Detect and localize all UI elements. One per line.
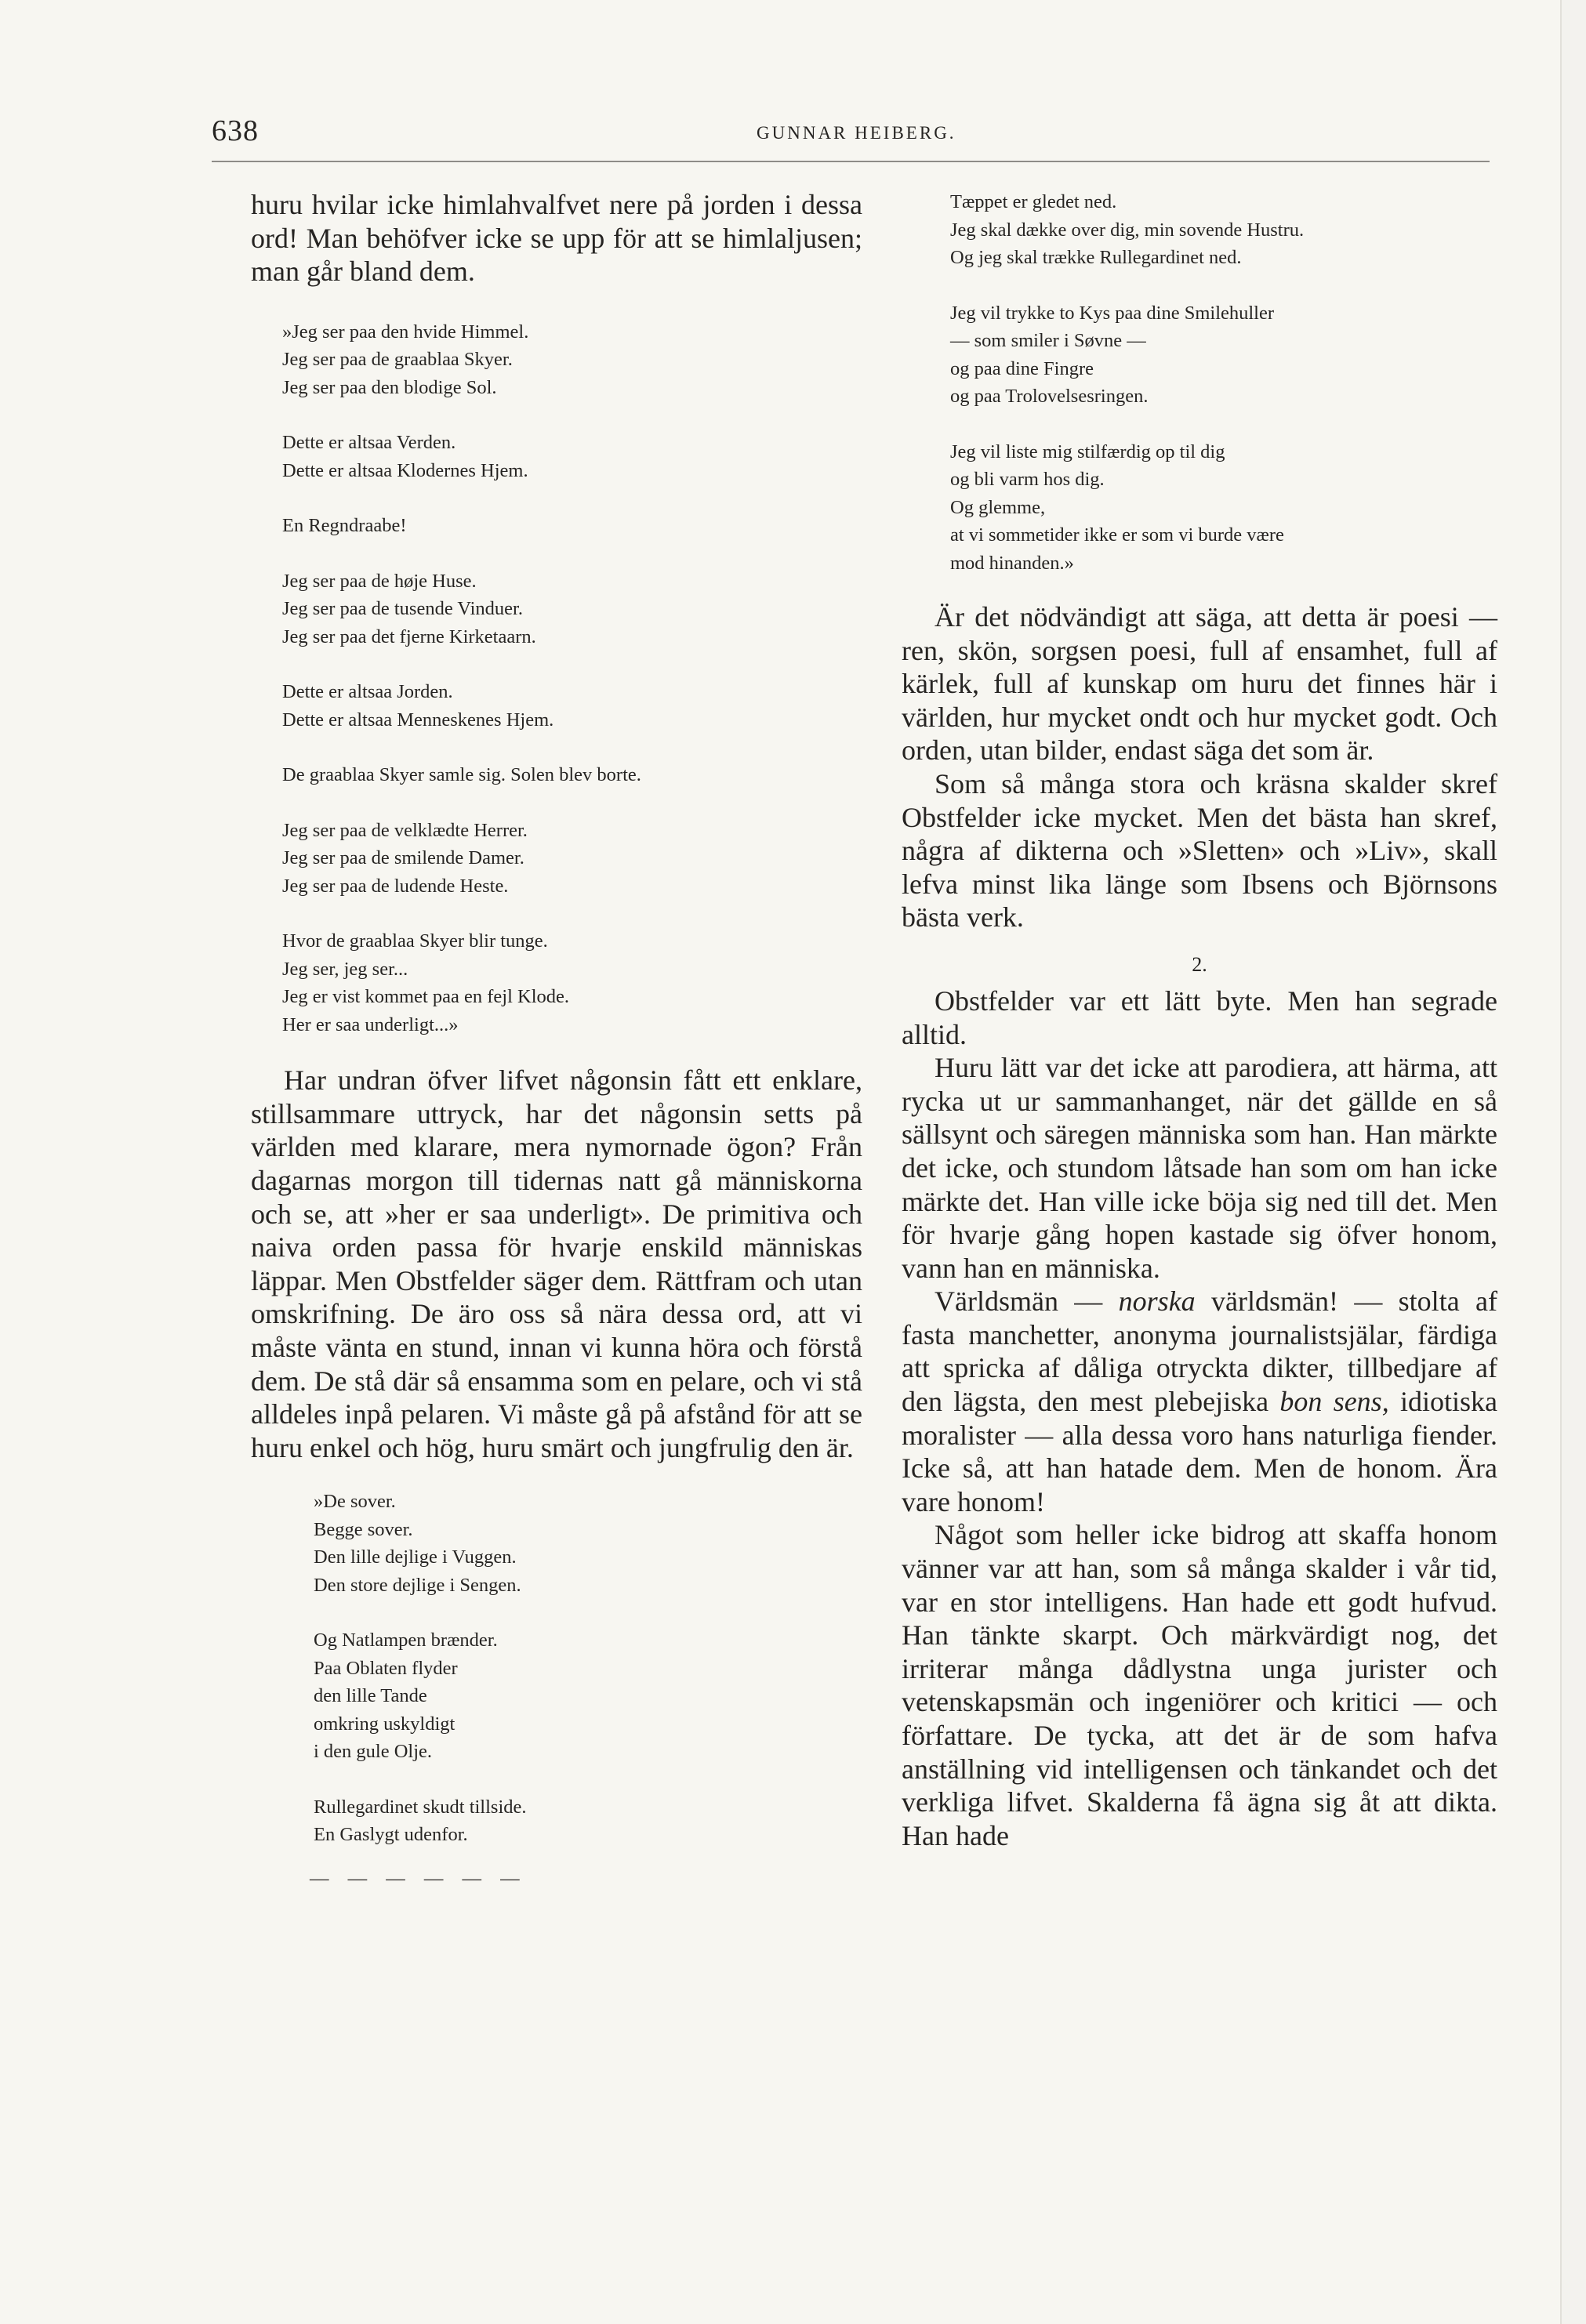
paragraph-text: Huru lätt var det icke att parodiera, att härma, att rycka ut ur sammanhanget, när det gällde en så sällsynt och säregen människa som han. Han märkte det icke, och stundom låtsade han som om han icke märkte det. Han ville icke böja sig ned till det. Men för hvarje gång hopen kastade sig öfver honom, vann han en människa. <box>902 1052 1497 1284</box>
verse-line: Jeg ser paa det fjerne Kirketaarn. <box>282 625 536 647</box>
right-prose <box>902 600 1497 934</box>
stanza-break <box>282 789 862 817</box>
paragraph-text: Har undran öfver lifvet någonsin fått ett enklare, stillsammare uttryck, har det någonsin setts på världen med klarare, mera nymornade ögon? Från dagarnas morgon till tidernas natt gå människorna och se, att »her er saa underligt». De primitiva och naiva orden passa för hvarje enskild människas läppar. Men Obstfelder säger dem. Rättfram och utan omskrifning. De äro oss så nära dessa ord, att vi måste vänta en stund, innan vi kunna höra och förstå dem. De stå där så ensamma som en pelare, och vi stå alldeles inpå pelaren. Vi måste gå på afstånd för att se huru enkel och hög, huru smärt och jungfrulig den är. <box>251 1064 862 1463</box>
verse-line: Dette er altsaa Klodernes Hjem. <box>282 459 528 481</box>
left-paragraph-1 <box>251 188 862 288</box>
verse-line: — som smiler i Søvne — <box>950 330 1146 351</box>
verse-line: Paa Oblaten flyder <box>314 1657 458 1679</box>
verse-line: mod hinanden.» <box>950 552 1074 574</box>
verse-line: og paa Trolovelsesringen. <box>950 386 1149 407</box>
verse-line: Dette er altsaa Verden. <box>282 432 456 454</box>
emphasis-bon-sens: bon sens, <box>1279 1386 1389 1418</box>
verse-line: Jeg er vist kommet paa en fejl Klode. <box>282 986 570 1008</box>
right-column <box>902 188 1497 1852</box>
verse-line: Jeg ser, jeg ser... <box>282 958 408 980</box>
paragraph-text: Som så många stora och kräsna skalder skref Obstfelder icke mycket. Men det bästa han skref, några af dikterna och »Sletten» och »Liv», skall lefva minst lika länge som Ibsens och Björnsons bästa verk. <box>902 767 1497 934</box>
page-header <box>212 114 1490 162</box>
verse-line: Jeg ser paa de ludende Heste. <box>282 875 509 897</box>
paragraph-text: huru hvilar icke himlahvalfvet nere på jorden i dessa ord! Man behöfver icke se upp för att se himlaljusen; man går bland dem. <box>251 189 862 288</box>
verse-line: at vi sommetider ikke er som vi burde være <box>950 524 1284 546</box>
verse-line: omkring uskyldigt <box>314 1713 455 1735</box>
verse-line: »De sover. <box>314 1491 396 1513</box>
verse-line: i den gule Olje. <box>314 1741 433 1763</box>
stanza-break <box>282 540 862 567</box>
verse-line: Begge sover. <box>314 1518 413 1540</box>
verse-line: En Gaslygt udenfor. <box>314 1824 468 1846</box>
verse-line: Og glemme, <box>950 496 1046 518</box>
stanza-break <box>282 401 862 429</box>
verse-line: Jeg vil trykke to Kys paa dine Smilehuller <box>950 302 1275 324</box>
verse-line: Jeg ser paa de graablaa Skyer. <box>282 349 513 371</box>
poem-sletten <box>282 318 862 1039</box>
verse-line: Rullegardinet skudt tillside. <box>314 1796 527 1818</box>
verse-line: Dette er altsaa Menneskenes Hjem. <box>282 709 554 731</box>
verse-line: Jeg ser paa de velklædte Herrer. <box>282 819 528 841</box>
verse-line: Og jeg skal trække Rullegardinet ned. <box>950 247 1242 268</box>
right-prose-section-2 <box>902 984 1497 1852</box>
stanza-break <box>950 411 1497 438</box>
continuation-dashes: — — — — — — <box>310 1867 527 1889</box>
section-number: 2. <box>1192 952 1207 976</box>
verse-line: Jeg ser paa de høje Huse. <box>282 570 477 592</box>
verse-line: En Regndraabe! <box>282 515 407 537</box>
verse-line: Den lille dejlige i Vuggen. <box>314 1546 517 1568</box>
verse-line: Her er saa underligt...» <box>282 1013 459 1035</box>
page-number: 638 <box>212 114 259 147</box>
verse-line: den lille Tande <box>314 1685 427 1707</box>
paragraph-text: Obstfelder var ett lätt byte. Men han segrade alltid. <box>902 984 1497 1050</box>
verse-line: Jeg skal dække over dig, min sovende Hustru. <box>950 219 1305 241</box>
verse-line: Dette er altsaa Jorden. <box>282 681 453 703</box>
emphasis-norska: norska <box>1118 1285 1196 1318</box>
verse-line: og paa dine Fingre <box>950 357 1094 379</box>
verse-line: »Jeg ser paa den hvide Himmel. <box>282 321 529 343</box>
running-head: GUNNAR HEIBERG. <box>757 123 956 143</box>
verse-line: og bli varm hos dig. <box>950 469 1105 490</box>
stanza-break <box>282 734 862 761</box>
verse-line: Jeg ser paa den blodige Sol. <box>282 376 497 398</box>
poem-de-sover <box>314 1488 862 1849</box>
verse-line: Og Natlampen brænder. <box>314 1630 498 1651</box>
stanza-break <box>314 1766 862 1793</box>
verse-line: Jeg ser paa de tusende Vinduer. <box>282 598 523 620</box>
paragraph-text: Något som heller icke bidrog att skaffa honom vänner var att han, som så många skalder i vår tid, var en stor intelligens. Han hade ett godt hufvud. Han tänkte skarpt. Och märkvärdigt nog, det irriterar många dådlystna unga jurister och vetenskapsmän och ingeniörer och kritici — och författare. De tycka, att det är de som hafva anställning vid intelligensen och tänkandet och det verkliga lifvet. Skalderna få ägna sig åt att dikta. Han hade <box>902 1519 1497 1851</box>
stanza-break <box>282 900 862 927</box>
left-paragraph-2 <box>251 1064 862 1464</box>
stanza-break <box>950 272 1497 299</box>
verse-line: Den store dejlige i Sengen. <box>314 1574 521 1596</box>
stanza-break <box>314 1599 862 1626</box>
verse-line: Hvor de graablaa Skyer blir tunge. <box>282 930 548 952</box>
left-column <box>251 188 862 1890</box>
verse-line: Jeg ser paa de smilende Damer. <box>282 847 524 869</box>
verse-line: Tæppet er gledet ned. <box>950 191 1117 212</box>
paragraph-text: Är det nödvändigt att säga, att detta är poesi — ren, skön, sorgsen poesi, full af ensamhet, full af kärlek, full af kunskap om huru det finnes här i världen, hur mycket ondt och hur mycket godt. Och orden, utan bilder, endast säga det som är. <box>902 601 1497 767</box>
poem-continuation <box>950 188 1497 577</box>
verse-line: De graablaa Skyer samle sig. Solen blev borte. <box>282 764 641 786</box>
verse-line: Jeg vil liste mig stilfærdig op til dig <box>950 441 1225 462</box>
paragraph-text: Världsmän — norska världsmän! — stolta af fasta manchetter, anonyma journalistsjälar, färdiga att spricka af dåliga otryckta dikter, tillbedjare af den lägsta, den mest plebejiska bon sens, idiotiska moralister — alla dessa voro hans naturliga fiender. Icke så, att han hatade dem. Men de honom. Ära vare honom! <box>902 1285 1498 1517</box>
stanza-break <box>282 484 862 512</box>
stanza-break <box>282 651 862 678</box>
